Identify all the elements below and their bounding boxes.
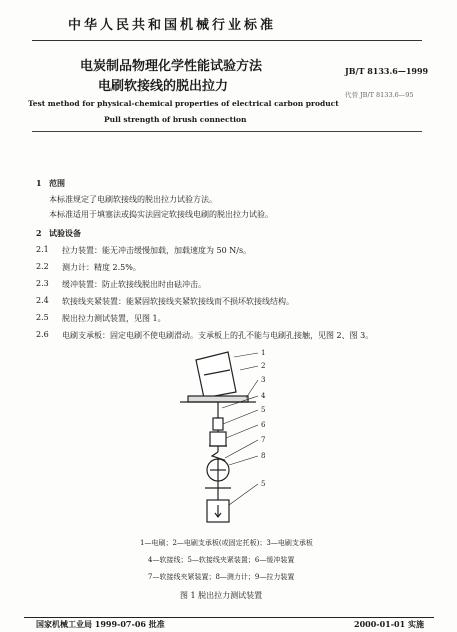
leader-2 — [240, 366, 258, 370]
buffer-housing — [210, 432, 226, 446]
title-line-1: 电炭制品物理化学性能试验方法 — [80, 59, 263, 74]
issuing-authority-header: 中华人民共和国机械行业标准 — [68, 18, 277, 33]
english-title-2: Pull strength of brush connection — [104, 115, 247, 124]
leader-1 — [234, 353, 258, 357]
item-2-3-number: 2.3 — [36, 279, 49, 288]
part-label-9: 5 — [261, 480, 266, 488]
item-2-3-text: 缓冲装置：防止软接线脱出时由砝冲击。 — [62, 280, 206, 289]
leader-5 — [223, 410, 258, 424]
item-2-6-number: 2.6 — [36, 330, 49, 339]
item-2-2-number: 2.2 — [36, 262, 49, 271]
item-2-4-number: 2.4 — [36, 296, 49, 305]
item-2-1-text: 拉力装置：能无冲击缓慢加载，加载速度为 50 N/s。 — [62, 246, 252, 255]
footer-rule — [24, 617, 434, 618]
part-label-1: 1 — [261, 349, 266, 357]
brush-block — [196, 352, 236, 398]
implementation-date: 2000-01-01 实施 — [354, 619, 424, 629]
leader-7 — [225, 440, 258, 458]
part-label-5: 5 — [261, 406, 266, 414]
item-2-4-text: 软接线夹紧装置：能紧固软接线夹紧软接线而不损坏软接线结构。 — [62, 297, 294, 306]
item-2-2-text: 测力计：精度 2.5%。 — [62, 263, 141, 272]
figure-legend-line-3: 7—软接线夹紧装置；8—测力计；9—拉力装置 — [148, 573, 295, 581]
part-label-7: 7 — [261, 436, 266, 444]
figure-legend-line-1: 1—电刷；2—电刷支承板(或固定托板)；3—电刷支承板 — [140, 539, 313, 547]
title-line-2: 电刷软接线的脱出拉力 — [98, 79, 229, 94]
leader-9 — [229, 484, 258, 505]
replaces-note: 代替 JB/T 8133.6—95 — [345, 91, 414, 99]
leader-6 — [226, 425, 258, 438]
section-2-number: 2 — [36, 228, 42, 238]
english-title-1: Test method for physical-chemical properties of electrical carbon product — [28, 99, 339, 108]
item-2-5-text: 脱出拉力测试装置，见图 1。 — [62, 314, 166, 323]
section-1-number: 1 — [36, 178, 42, 188]
item-2-6-text: 电刷支承板：固定电刷不使电刷滑动。支承板上的孔不能与电刷孔接触，见图 2、图 3。 — [62, 331, 374, 340]
connector-clamp — [213, 418, 223, 430]
support-plate — [188, 396, 248, 402]
approval-note: 国家机械工业局 1999-07-06 批准 — [36, 619, 165, 629]
section-1-para-2: 本标准适用于填塞法或捣实法固定软接线电刷的脱出拉力试验。 — [49, 210, 273, 219]
standard-number: JB/T 8133.6—1999 — [345, 66, 429, 76]
part-label-4: 4 — [261, 392, 266, 400]
item-2-1-number: 2.1 — [36, 245, 49, 254]
part-label-8: 8 — [261, 452, 266, 460]
leader-8 — [229, 456, 258, 465]
section-2-title: 试验设备 — [49, 228, 81, 238]
part-label-6: 6 — [261, 421, 266, 429]
section-1-title: 范围 — [49, 178, 65, 188]
figure-caption: 图 1 脱出拉力测试装置 — [180, 591, 263, 600]
leader-3 — [246, 380, 258, 398]
part-label-3: 3 — [261, 376, 266, 384]
item-2-5-number: 2.5 — [36, 313, 49, 322]
part-label-2: 2 — [261, 362, 266, 370]
figure-legend-line-2: 4—软接线；5—软接线夹紧装置；6—缓冲装置 — [148, 556, 295, 564]
section-1-para-1: 本标准规定了电刷软接线的脱出拉力试验方法。 — [49, 195, 217, 204]
